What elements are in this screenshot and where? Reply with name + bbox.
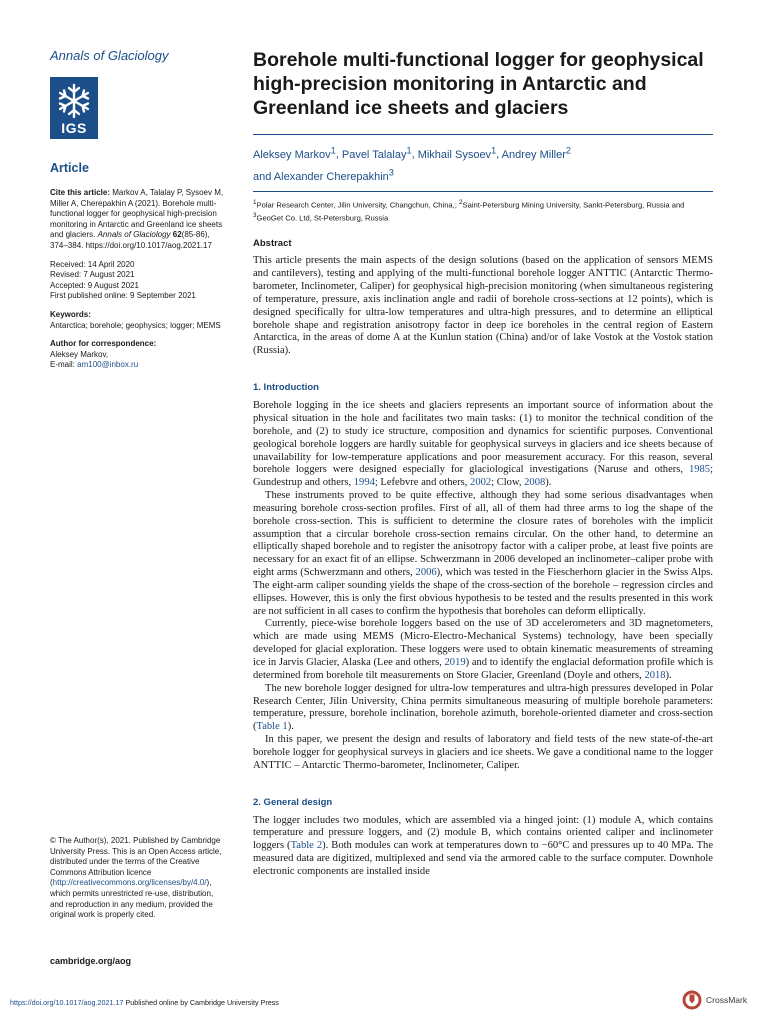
correspondence-block xyxy=(50,339,228,371)
cite-pages[interactable]: (85-86), 374–384. https://doi.org/10.1017/aog.2021.17 xyxy=(50,230,212,250)
article-title: Borehole multi-functional logger for geophysical high-precision monitoring in Antarctic and Greenland ice sheets and glaciers xyxy=(253,49,704,119)
date-revised: Revised: 7 August 2021 xyxy=(50,270,135,280)
article-type: Article xyxy=(50,161,89,175)
author-name[interactable]: Mikhail Sysoev$^1$ xyxy=(417,145,497,161)
abstract-text: This article presents the main aspects of the design solutions (based on the application of sensors MEMS and cantilevers), testing and applying of the multi-functional borehole logger ANTTIC (Antarctic Thermo-barometer, Inclinometer, Caliper) for geophysical high-precision monitoring (when simultaneous registering of temperature, pressure, axis inclination angle and radii of borehole cross-sections at 12 points), which is designed specifically for ultra-low temperatures and ultra-high pressures, and to determine an elliptical borehole shape and registration anisotropy factor in deep ice boreholes in the central region of Eastern Antarctica, in the areas of dome A at the Kunlun station (China) and/or of lake Vostok at the Vostok station (Russia). xyxy=(253,255,713,357)
cite-journal: Annals of Glaciology xyxy=(97,230,171,240)
crossmark-label: CrossMark xyxy=(706,995,748,1005)
snowflake-icon xyxy=(56,83,92,119)
table-link[interactable]: Table 2 xyxy=(290,840,323,852)
correspondence-name: Aleksey Markov, xyxy=(50,349,109,359)
published-note: Published online by Cambridge University Press xyxy=(123,998,279,1007)
citation-link[interactable]: 2006 xyxy=(415,567,437,579)
author-name[interactable]: Aleksey Markov$^1$ xyxy=(253,145,336,161)
email-link[interactable]: am100@inbox.ru xyxy=(77,360,139,370)
date-received: Received: 14 April 2020 xyxy=(50,259,135,269)
abstract-heading: Abstract xyxy=(253,238,292,250)
license-block xyxy=(50,836,228,921)
design-paragraph-1: The logger includes two modules, which are assembled via a hinged joint: (1) module A, which contains temperature and pressure loggers, and (2) module B, which contains oriented caliper and inclinometer loggers (Table 2). Both modules can work at temperatures down to −60°C and pressures up to 40 MPa. The measured data are digitized, multiplexed and send via the armored cable to the surface computer. Downhole electronic components are installed inside xyxy=(253,814,714,877)
intro-paragraph-3: Currently, piece-wise borehole loggers based on the use of 3D accelerometers and 3D magnetometers, which are made using MEMS (Micro-Electro-Mechanical Systems) technology, have been specially developed for glacial exploration. These loggers were used to obtain kinematic measurements of streaming ice in Jarvis Glacier, Alaska (Lee and others, 2019) and to identify the englacial deformation profile which is determined from borehole tilt measurements on Store Glacier, Greenland (Doyle and others, 2018). xyxy=(253,618,713,681)
main-column xyxy=(253,48,713,879)
citation-link[interactable]: 2019 xyxy=(444,657,466,668)
section-heading-general-design: 2. General design xyxy=(253,796,333,808)
license-url-link[interactable]: http://creativecommons.org/licenses/by/4.0/ xyxy=(52,878,207,888)
author-name[interactable]: Pavel Talalay$^1$ xyxy=(341,145,412,161)
license-pre: © The Author(s), 2021. Published by Cambridge University Press. This is an Open Access article, distributed under the terms of the Creative Commons Attribution licence ( xyxy=(50,836,222,888)
igs-logo[interactable] xyxy=(50,77,98,139)
crossmark-badge[interactable] xyxy=(682,990,747,1010)
citation-link[interactable]: 2008 xyxy=(524,477,546,489)
logo-text: IGS xyxy=(61,120,87,136)
sidebar xyxy=(50,48,228,371)
intro-paragraph-1: Borehole logging in the ice sheets and glaciers represents an important source of information about the physical situation in the hole and facilitates two main tasks: (1) to monitor the technical condition of the borehole, and (2) to study ice structure, composition and dynamics for scientific purposes. Conventional geological borehole loggers are hardly suitable for geophysical surveys in glaciers and ice sheets because of unavailability for low-temperature applications and poor measurement accuracy. For this reason, several borehole loggers were designed especially for glaciological investigations (Naruse and others, 1985; Gundestrup and others, 1994; Lefebvre and others, 2002; Clow, 2008). xyxy=(253,400,713,489)
intro-paragraph-2: These instruments proved to be quite effective, although they had some serious disadvantages when measuring borehole cross-section profiles. First of all, all of them had three arms to log the shape of the borehole cross-section. This is sufficient to determine the closure rates of boreholes with the implicit assumption that a circular borehole cross-section remains circular. On the other hand, to determine an elliptically shaped borehole and to register the anisotropy factor with a caliper probe, at least five points are necessary for an exact fit of an ellipse. Schwerzmann in 2006 developed an inclinometer–caliper probe with eight arms (Schwerzmann and others, 2006), which was tested in the Fiescherhorn glacier in the Swiss Alps. The eight-arm caliper sounding yields the shape of the cross-section of the borehole – regression circles and ellipses. However, this is only the first obvious hypothesis to be tested and the results presented in this work are not sufficient in all cases to confirm the hypothesis that boreholes can deform elliptically. xyxy=(253,490,714,617)
affiliations: $^1$Polar Research Center, Jilin University, Changchun, China,; $^2$Saint-Petersburg Mining University, Sankt-Petersburg, Russia and $^3$GeoGet Co. Ltd, St-Petersburg, Russia xyxy=(253,199,685,223)
cite-text: Markov A, Talalay P, Sysoev M, Miller A, Cherepakhin A (2021). Borehole multi-functional logger for geophysical high-precision monitoring in Antarctic and Greenland ice sheets and glaciers. xyxy=(50,188,224,240)
citation-link[interactable]: 1994 xyxy=(353,477,375,489)
section-heading-introduction: 1. Introduction xyxy=(253,382,319,394)
journal-name[interactable]: Annals of Glaciology xyxy=(50,48,169,63)
author-name[interactable]: and Alexander Cherepakhin$^3$ xyxy=(253,167,394,184)
keywords-label: Keywords: xyxy=(50,309,91,319)
cite-label: Cite this article: xyxy=(50,188,111,197)
dates-block xyxy=(50,260,228,302)
citation-link[interactable]: 2002 xyxy=(470,477,492,489)
cite-volume: 62 xyxy=(172,230,182,240)
keywords-block xyxy=(50,310,228,331)
author-name[interactable]: Andrey Miller$^2$ xyxy=(501,145,571,161)
citation-link[interactable]: 2018 xyxy=(644,669,666,681)
doi-link[interactable]: https://doi.org/10.1017/aog.2021.17 xyxy=(10,998,124,1007)
date-published: First published online: 9 September 2021 xyxy=(50,291,196,301)
date-accepted: Accepted: 9 August 2021 xyxy=(50,280,139,290)
page-footer xyxy=(10,998,279,1007)
table-link[interactable]: Table 1 xyxy=(256,721,288,733)
correspondence-label: Author for correspondence: xyxy=(50,339,157,349)
author-list: Aleksey Markov$^1$, Pavel Talalay$^1$, Mikhail Sysoev$^1$, Andrey Miller$^2$ and Alexander Cherepakhin$^3$ xyxy=(253,145,571,184)
keywords-text: Antarctica; borehole; geophysics; logger; MEMS xyxy=(50,320,221,330)
crossmark-icon xyxy=(682,990,702,1010)
citation-block xyxy=(50,188,228,252)
email-label: E-mail: xyxy=(50,360,75,370)
citation-link[interactable]: 1985 xyxy=(688,464,711,476)
intro-paragraph-4: The new borehole logger designed for ultra-low temperatures and ultra-high pressures developed in Polar Research Center, Jilin University, China permits simultaneous measuring of multiple borehole parameters: temperature, pressure, borehole inclination, borehole azimuth, borehole-oriented diameter and cross-section (Table 1). xyxy=(253,682,713,733)
intro-paragraph-5: In this paper, we present the design and results of laboratory and field tests of the new state-of-the-art borehole logger for geophysical surveys in glaciers and ice sheets. We gave a conditional name to the logger ANTTIC – Antarctic Thermo-barometer, Inclinometer, Caliper. xyxy=(253,734,713,771)
journal-site-link[interactable]: cambridge.org/aog xyxy=(50,956,132,966)
license-post: ), which permits unrestricted re-use, distribution, and reproduction in any medium, provided the original work is properly cited. xyxy=(50,878,214,920)
